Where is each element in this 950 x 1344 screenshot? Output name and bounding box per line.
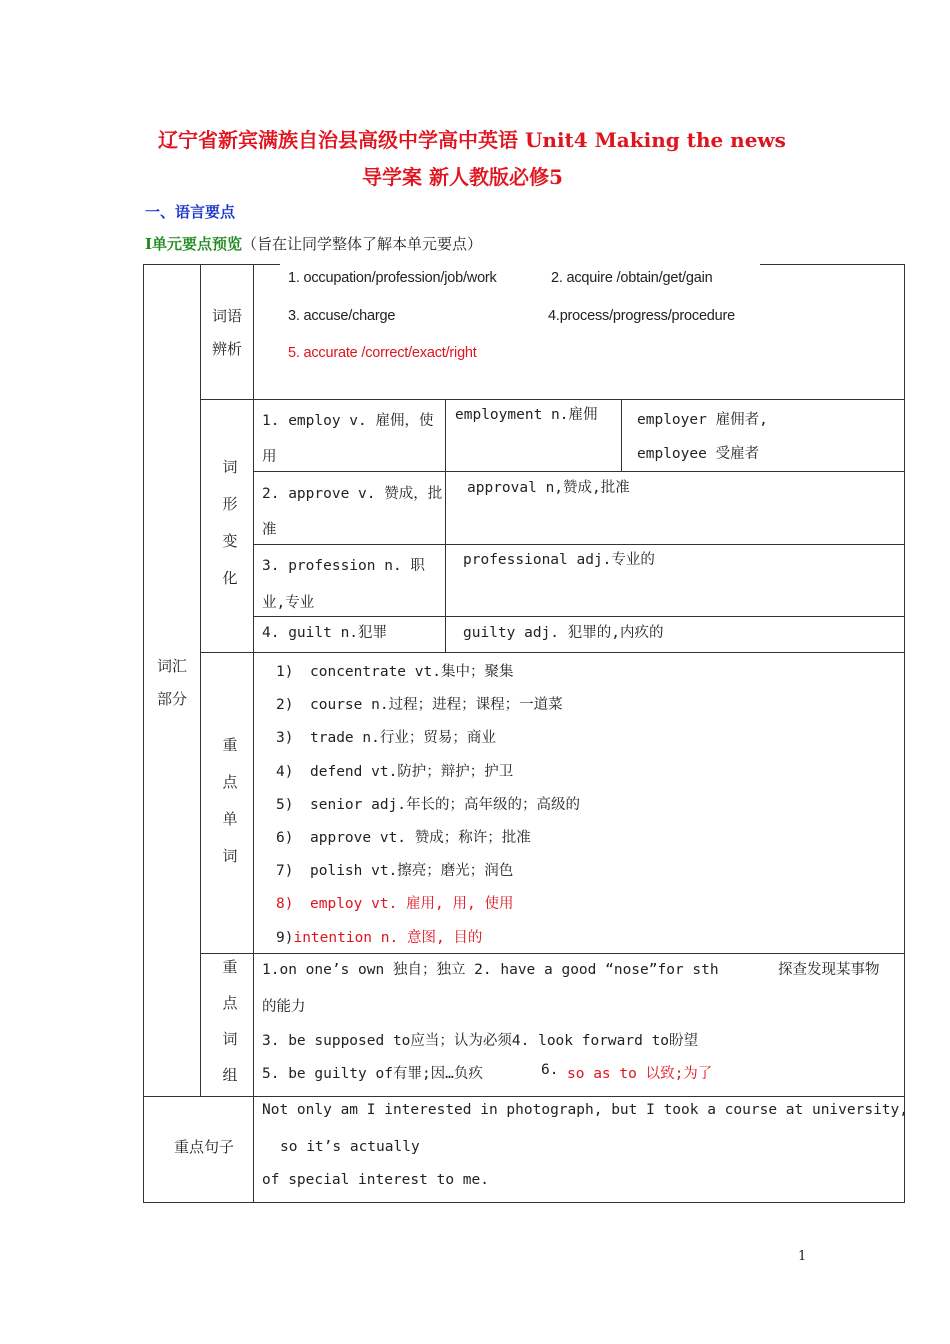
key-phrases-line-2: 的能力 [262, 999, 306, 1015]
word-form-row-3-base: 3. profession n. 职 业,专业 [262, 558, 425, 611]
key-phrases-line-1: 1.on one’s own 独自；独立 2. have a good “nose”for sth [262, 962, 719, 978]
section-heading-unit-preview-label: Ⅰ单元要点预览 [145, 235, 243, 253]
label-vocabulary-section: 词汇 部分 [157, 657, 188, 708]
key-phrases-line-1-meaning: 探查发现某事物 [778, 962, 880, 978]
doc-title-line2: 导学案 新人教版必修5 [362, 165, 563, 189]
key-phrases-line-4-so-as-to: so as to 以致;为了 [567, 1066, 713, 1082]
key-phrases-line-3: 3. be supposed to应当；认为必须4. look forward to盼望 [262, 1033, 699, 1049]
list-item: 1) concentrate vt.集中；聚集 [276, 664, 514, 680]
section-heading-unit-preview-note: （旨在让同学整体了解本单元要点） [242, 235, 483, 253]
key-sentence-line-2: so it’s actually [280, 1139, 420, 1155]
discrimination-item-3: 3. accuse/charge [288, 308, 396, 324]
list-item: 3) trade n.行业；贸易；商业 [276, 730, 496, 747]
word-form-row-2-base: 2. approve v. 赞成，批 准 [262, 486, 443, 538]
label-key-phrases: 重 点 词 组 [222, 958, 238, 1084]
label-word-forms: 词 形 变 化 [222, 458, 238, 587]
key-phrases-line-4-num: 6. [541, 1062, 559, 1078]
list-item: 8) employ vt. 雇用, 用, 使用 [276, 896, 514, 913]
section-heading-unit-preview [145, 233, 482, 254]
key-sentence-line-3: of special interest to me. [262, 1172, 489, 1188]
word-form-row-1-noun: employment n.雇佣 [455, 407, 598, 423]
key-sentence-line-1: Not only am I interested in photograph, but I took a course at university, [262, 1102, 909, 1118]
word-form-row-3-adj: professional adj.专业的 [463, 552, 655, 568]
word-form-row-1-persons: employer 雇佣者, employee 受雇者 [637, 412, 768, 462]
word-form-row-2-noun: approval n,赞成,批准 [467, 480, 630, 496]
label-word-discrimination: 词语 辨析 [212, 307, 243, 358]
list-item: 7) polish vt.擦亮；磨光；润色 [276, 863, 514, 880]
word-form-row-1-base: 1. employ v. 雇佣，使 用 [262, 413, 434, 465]
section-heading-language-points: 一、语言要点 [145, 203, 236, 221]
list-item: 2) course n.过程；进程；课程；一道菜 [276, 697, 563, 714]
discrimination-item-5: 5. accurate /correct/exact/right [288, 345, 477, 361]
doc-title-line1: 辽宁省新宾满族自治县高级中学高中英语 Unit4 Making the news [158, 128, 786, 152]
word-form-row-4-base: 4. guilt n.犯罪 [262, 625, 388, 641]
list-item: 9)intention n. 意图, 目的 [276, 929, 483, 946]
key-phrases-line-4: 5. be guilty of有罪;因…负疚 [262, 1066, 483, 1082]
list-item: 5) senior adj.年长的；高年级的；高级的 [276, 796, 581, 813]
list-item: 6) approve vt. 赞成；称许；批准 [276, 830, 531, 847]
discrimination-item-1: 1. occupation/profession/job/work [288, 270, 497, 286]
label-key-sentences: 重点句子 [174, 1138, 235, 1156]
key-words-list [276, 656, 580, 955]
label-key-words: 重 点 单 词 [222, 736, 238, 865]
discrimination-item-2: 2. acquire /obtain/get/gain [551, 270, 713, 286]
page-number: 1 [798, 1249, 807, 1264]
discrimination-item-4: 4.process/progress/procedure [548, 308, 736, 324]
list-item: 4) defend vt.防护；辩护；护卫 [276, 763, 514, 780]
word-form-row-4-adj: guilty adj. 犯罪的,内疚的 [463, 625, 664, 641]
